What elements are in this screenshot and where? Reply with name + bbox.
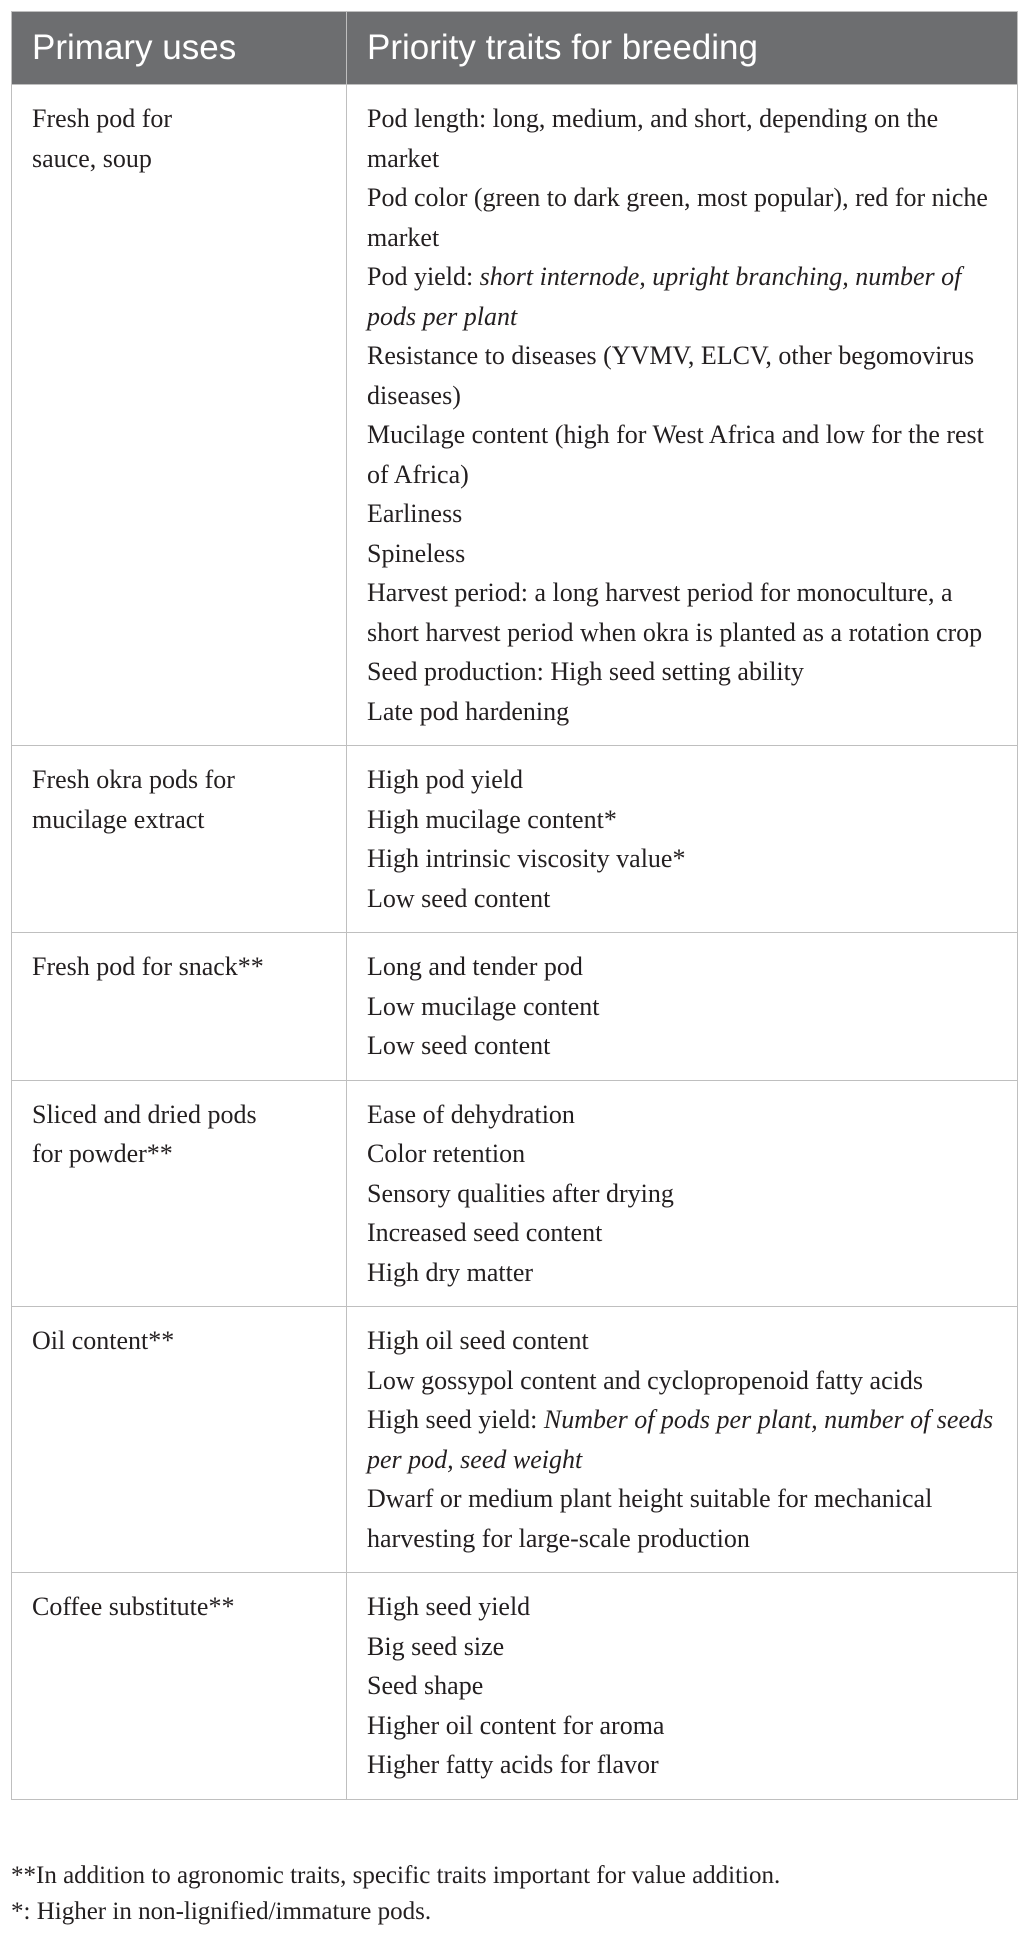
table-container: [11, 11, 1017, 1800]
trait-item: Pod color (green to dark green, most popular), red for niche market: [367, 183, 988, 252]
trait-item: Dwarf or medium plant height suitable for mechanical harvesting for large-scale production: [367, 1484, 933, 1553]
trait-item: Ease of dehydration: [367, 1099, 575, 1129]
breeding-traits-table: [11, 11, 1018, 1800]
trait-item: [367, 1400, 1005, 1479]
primary-use-cell: [12, 1307, 347, 1573]
trait-item: Increased seed content: [367, 1218, 603, 1247]
trait-item: High intrinsic viscosity value*: [367, 844, 686, 873]
use-line: sauce, soup: [32, 143, 152, 173]
trait-item: Seed shape: [367, 1671, 484, 1700]
use-line: Fresh pod for snack**: [32, 952, 264, 981]
trait-item: Higher fatty acids for flavor: [367, 1750, 659, 1779]
table-row: [12, 933, 1018, 1081]
traits-cell: [347, 85, 1018, 746]
primary-use-cell: [12, 1080, 347, 1307]
trait-label: High seed yield:: [367, 1405, 544, 1434]
trait-item: Long and tender pod: [367, 952, 583, 981]
trait-item: Higher oil content for aroma: [367, 1710, 665, 1740]
trait-detail: Number of pods per plant, number of seeds per pod, seed weight: [367, 1405, 994, 1474]
table-row: [12, 1307, 1018, 1573]
trait-item: Color retention: [367, 1139, 526, 1168]
primary-use-cell: [12, 746, 347, 933]
trait-item: High pod yield: [367, 765, 523, 794]
trait-item: Big seed size: [367, 1631, 505, 1661]
table-row: [12, 1573, 1018, 1800]
trait-item: Harvest period: a long harvest period for monoculture, a short harvest period when okra is planted as a rotation crop: [367, 578, 983, 647]
trait-item: Pod length: long, medium, and short, depending on the market: [367, 104, 939, 173]
trait-item: Late pod hardening: [367, 696, 570, 726]
trait-item: Sensory qualities after drying: [367, 1178, 674, 1208]
traits-cell: [347, 1307, 1018, 1573]
trait-item: Mucilage content (high for West Africa and low for the rest of Africa): [367, 420, 984, 489]
trait-item: High oil seed content: [367, 1326, 589, 1355]
trait-item: High dry matter: [367, 1257, 534, 1287]
use-line: Oil content**: [32, 1326, 175, 1355]
use-line: Coffee substitute**: [32, 1592, 235, 1621]
traits-cell: [347, 933, 1018, 1081]
traits-cell: [347, 1573, 1018, 1800]
trait-item: Low seed content: [367, 1031, 551, 1060]
table-row: [12, 85, 1018, 746]
footnote: **In addition to agronomic traits, specific traits important for value addition.: [11, 1862, 781, 1889]
traits-cell: [347, 1080, 1018, 1307]
table-row: [12, 1080, 1018, 1307]
trait-detail: short internode, upright branching, number of pods per plant: [367, 262, 962, 331]
footnote: *: Higher in non-lignified/immature pods.: [11, 1898, 432, 1925]
trait-item: Spineless: [367, 538, 466, 568]
primary-use-cell: [12, 85, 347, 746]
trait-item: Low seed content: [367, 883, 551, 913]
primary-use-cell: [12, 1573, 347, 1800]
table-header-row: [12, 12, 1018, 85]
primary-use-cell: [12, 933, 347, 1081]
use-line: Fresh pod for: [32, 104, 173, 133]
trait-item: [367, 257, 1005, 336]
trait-item: Low mucilage content: [367, 991, 600, 1021]
trait-item: High seed yield: [367, 1592, 531, 1621]
trait-label: Pod yield:: [367, 262, 480, 291]
use-line: for powder**: [32, 1139, 173, 1168]
trait-item: High mucilage content*: [367, 804, 617, 834]
trait-item: Earliness: [367, 499, 463, 528]
use-line: mucilage extract: [32, 804, 205, 834]
header-primary-uses: Primary uses: [12, 12, 347, 85]
table-row: [12, 746, 1018, 933]
use-line: Sliced and dried pods: [32, 1099, 257, 1129]
use-line: Fresh okra pods for: [32, 765, 235, 794]
trait-item: Seed production: High seed setting ability: [367, 657, 804, 686]
trait-item: Resistance to diseases (YVMV, ELCV, other begomovirus diseases): [367, 341, 975, 410]
traits-cell: [347, 746, 1018, 933]
header-priority-traits: Priority traits for breeding: [347, 12, 1018, 85]
table-footnotes: [11, 1858, 780, 1930]
trait-item: Low gossypol content and cyclopropenoid fatty acids: [367, 1365, 923, 1395]
